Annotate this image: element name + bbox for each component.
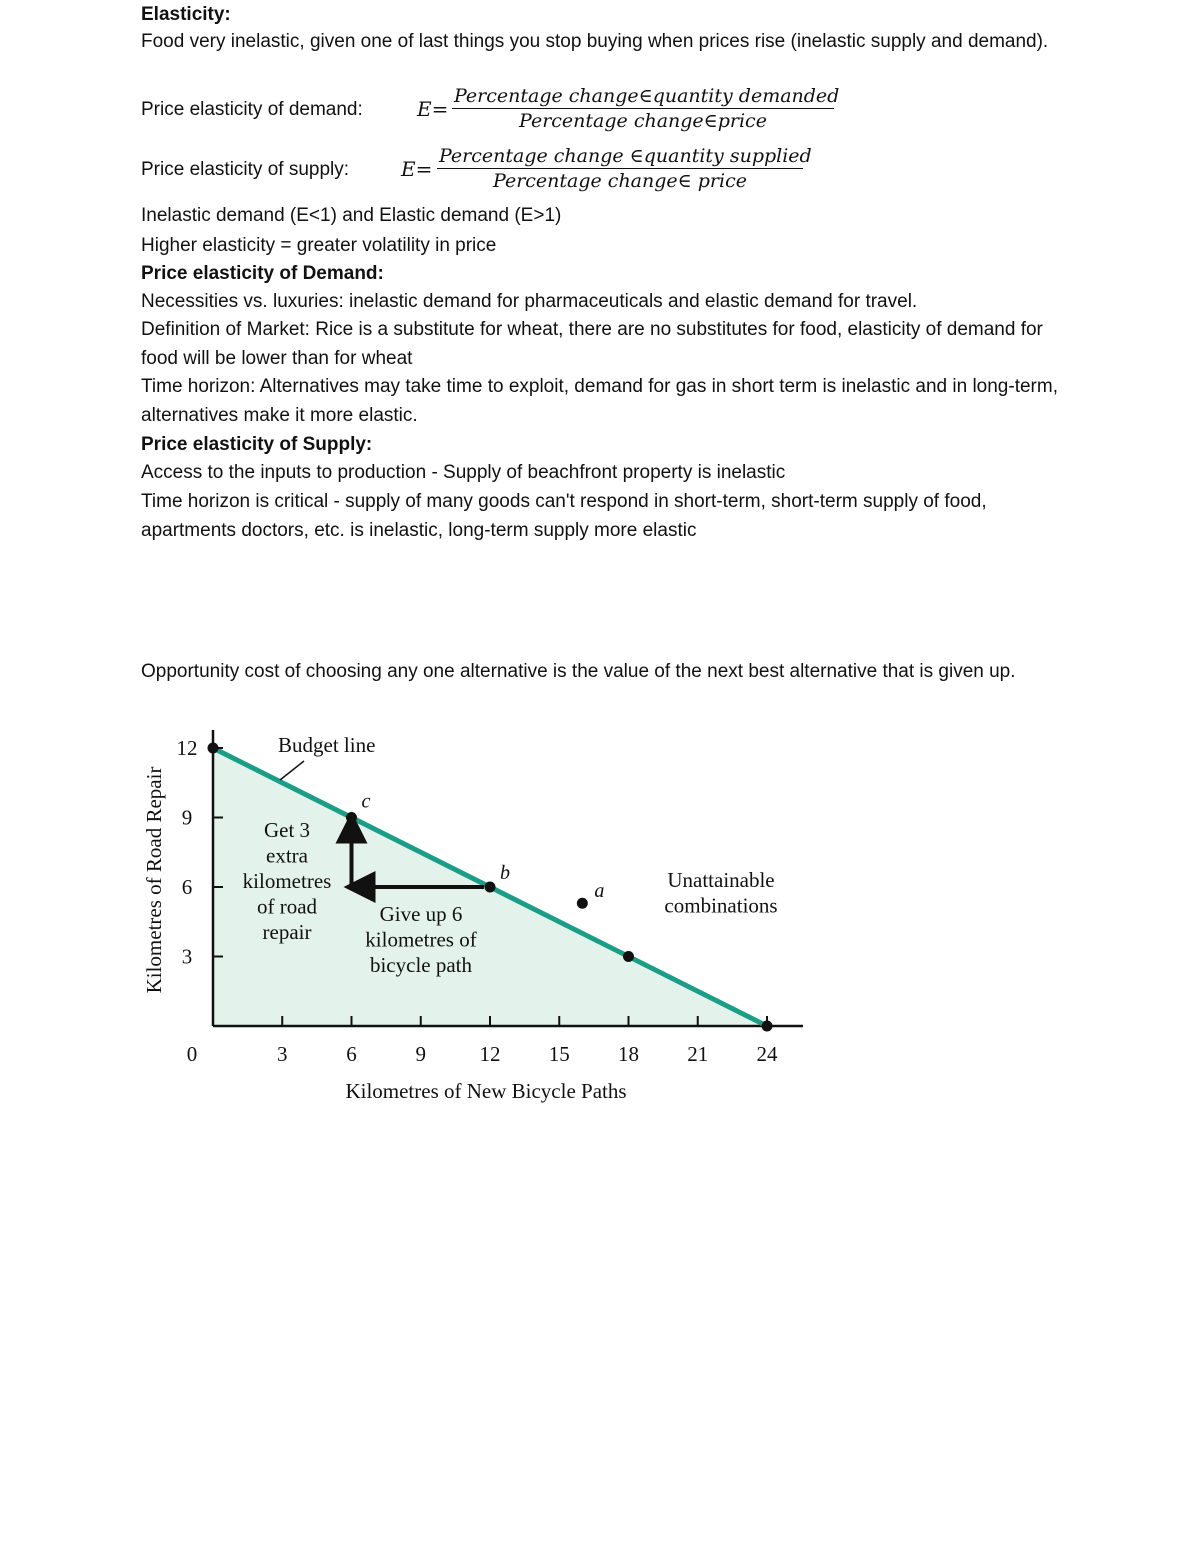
y-tick-label: 9	[181, 805, 193, 830]
demand-section-heading: Price elasticity of Demand:	[141, 263, 384, 284]
elasticity-intro: Food very inelastic, given one of last things you stop buying when prices rise (inelastic supply and demand).	[141, 31, 1049, 52]
get-extra-annotation: repair	[262, 920, 312, 944]
point-label-c: c	[361, 790, 371, 813]
demand-formula-denominator: Percentage change∈price	[519, 110, 767, 132]
data-point	[208, 743, 219, 754]
demand-formula-label: Price elasticity of demand:	[141, 99, 363, 120]
x-tick-label: 12	[479, 1042, 501, 1066]
unattainable-annotation: combinations	[664, 893, 778, 918]
supply-inputs: Access to the inputs to production - Supply of beachfront property is inelastic	[141, 462, 786, 483]
give-up-annotation: kilometres of	[365, 927, 477, 952]
opportunity-cost-text: Opportunity cost of choosing any one alternative is the value of the next best alternative that is given up.	[141, 661, 1016, 682]
point-label-a: a	[594, 880, 605, 903]
demand-formula-numerator: Percentage change∈quantity demanded	[454, 85, 840, 107]
volatility-line: Higher elasticity = greater volatility in price	[141, 235, 497, 256]
budget-line-annotation: Budget line	[278, 733, 376, 757]
data-point	[623, 951, 634, 962]
get-extra-annotation: kilometres	[242, 869, 332, 893]
inelastic-elastic-line: Inelastic demand (E<1) and Elastic demand (E>1)	[141, 205, 562, 226]
x-tick-label: 0	[186, 1042, 198, 1066]
x-tick-label: 15	[548, 1042, 570, 1066]
x-tick-label: 21	[687, 1042, 709, 1066]
x-tick-label: 18	[618, 1042, 639, 1066]
x-tick-label: 3	[277, 1042, 288, 1066]
y-tick-label: 6	[181, 875, 193, 899]
supply-formula-label: Price elasticity of supply:	[141, 159, 350, 180]
point-label-b: b	[500, 862, 510, 884]
give-up-annotation: bicycle path	[369, 953, 473, 977]
x-tick-label: 24	[756, 1042, 778, 1066]
demand-formula-lhs: E=	[417, 97, 449, 121]
supply-section-heading: Price elasticity of Supply:	[141, 434, 373, 455]
y-tick-label: 12	[176, 736, 198, 760]
x-tick-label: 9	[415, 1042, 426, 1066]
give-up-annotation: Give up 6	[379, 902, 463, 926]
get-extra-annotation: of road	[256, 894, 318, 919]
data-point	[346, 812, 357, 823]
demand-necessities: Necessities vs. luxuries: inelastic demand for pharmaceuticals and elastic demand for travel.	[141, 291, 918, 312]
supply-formula-numerator: Percentage change ∈quantity supplied	[439, 145, 812, 167]
supply-time-horizon: Time horizon is critical - supply of many goods can't respond in short-term, short-term supply of food, apartments doctors, etc. is inelastic, long-term supply more elastic	[141, 491, 987, 541]
demand-time-horizon: Time horizon: Alternatives may take time to exploit, demand for gas in short term is inelastic and in long-term, alternatives make it more elastic.	[141, 376, 1058, 426]
y-tick-label: 3	[181, 944, 193, 969]
get-extra-annotation: extra	[266, 843, 308, 868]
data-point	[485, 882, 496, 893]
supply-formula-lhs: E=	[401, 157, 433, 181]
demand-market-definition: Definition of Market: Rice is a substitute for wheat, there are no substitutes for food, elasticity of demand for food will be lower than for wheat	[141, 319, 1043, 369]
get-extra-annotation: Get 3	[263, 818, 311, 842]
data-point	[577, 898, 588, 909]
supply-formula-denominator: Percentage change∈ price	[493, 170, 747, 192]
x-axis-title: Kilometres of New Bicycle Paths	[345, 1079, 627, 1103]
elasticity-heading: Elasticity:	[141, 4, 231, 25]
budget-line-leader	[280, 761, 304, 780]
data-point	[762, 1021, 773, 1032]
x-tick-label: 6	[346, 1042, 357, 1066]
unattainable-annotation: Unattainable	[667, 868, 775, 892]
y-axis-title: Kilometres of Road Repair	[142, 766, 166, 994]
